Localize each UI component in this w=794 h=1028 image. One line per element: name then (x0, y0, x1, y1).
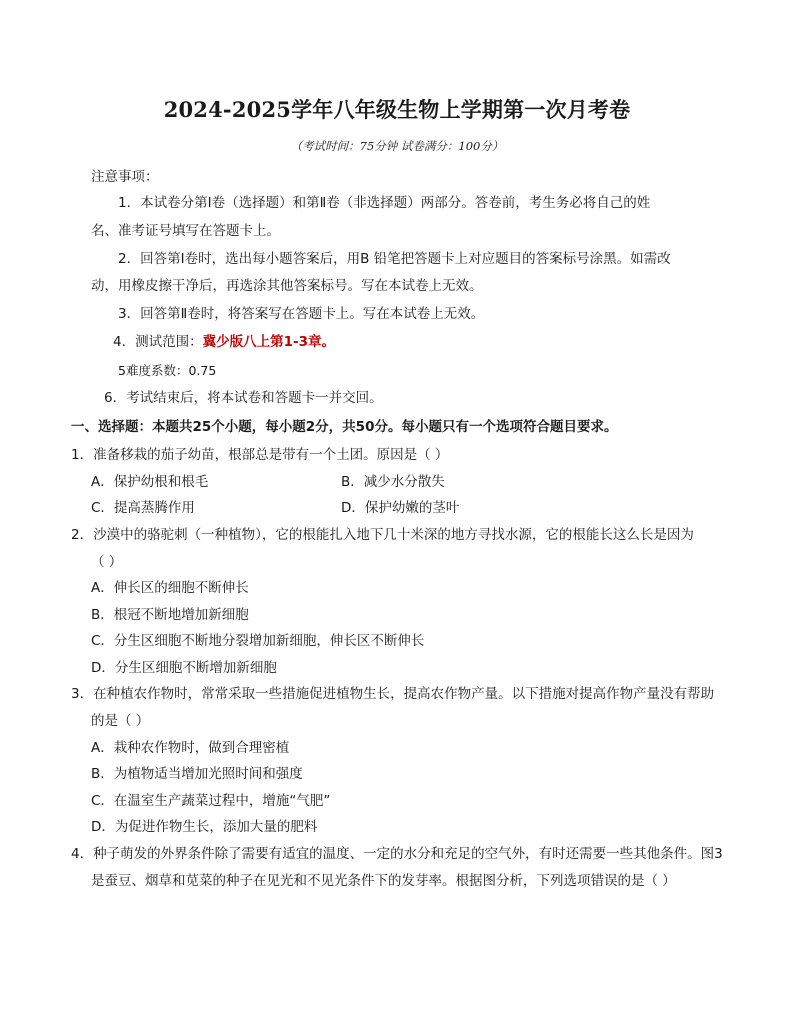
question-1-option-a[interactable]: A．保护幼根和根毛 (91, 474, 209, 490)
note-item-2-line-1: 2．回答第Ⅰ卷时，选出每小题答案后，用B 铅笔把答题卡上对应题目的答案标号涂黑。如需改 (118, 251, 671, 267)
question-2-option-a[interactable]: A．伸长区的细胞不断伸长 (91, 580, 249, 596)
note-item-6: 6．考试结束后，将本试卷和答题卡一并交回。 (104, 390, 383, 406)
notes-heading: 注意事项： (91, 169, 159, 185)
question-1-option-d[interactable]: D．保护幼嫩的茎叶 (341, 500, 460, 516)
page-title: 2024-2025学年八年级生物上学期第一次月考卷 (163, 97, 631, 122)
note-item-1-line-2: 名、准考证号填写在答题卡上。 (91, 223, 280, 239)
question-1-stem: 1．准备移栽的茄子幼苗，根部总是带有一个土团。原因是（ ） (71, 447, 449, 463)
note-item-1-line-1: 1．本试卷分第Ⅰ卷（选择题）和第Ⅱ卷（非选择题）两部分。答卷前，考生务必将自己的姓 (118, 195, 651, 211)
question-3-option-a[interactable]: A．栽种农作物时，做到合理密植 (91, 740, 290, 756)
question-1-option-c[interactable]: C．提高蒸腾作用 (91, 500, 195, 516)
question-2-option-b[interactable]: B．根冠不断地增加新细胞 (91, 607, 249, 623)
note-item-2-line-2: 动，用橡皮擦干净后，再选涂其他答案标号。写在本试卷上无效。 (91, 278, 483, 294)
note-item-4 (113, 333, 335, 351)
question-4-stem-line-2: 是蚕豆、烟草和苋菜的种子在见光和不见光条件下的发芽率。根据图分析，下列选项错误的是（ ） (91, 873, 676, 889)
exam-time-info: （考试时间：75分钟 试卷满分：100分） (290, 139, 504, 153)
question-4-stem-line-1: 4．种子萌发的外界条件除了需要有适宜的温度、一定的水分和充足的空气外，有时还需要一些其他条件。图3 (71, 846, 723, 862)
question-1-option-b[interactable]: B．减少水分散失 (341, 474, 445, 490)
question-2-option-d[interactable]: D．分生区细胞不断增加新细胞 (91, 660, 277, 676)
question-3-stem-line-1: 3．在种植农作物时，常常采取一些措施促进植物生长，提高农作物产量。以下措施对提高作物产量没有帮助 (71, 686, 715, 702)
note-item-3: 3．回答第Ⅱ卷时，将答案写在答题卡上。写在本试卷上无效。 (118, 306, 485, 322)
question-3-stem-line-2: 的是（ ） (91, 713, 150, 729)
question-2-option-c[interactable]: C．分生区细胞不断地分裂增加新细胞，伸长区不断伸长 (91, 633, 425, 649)
question-2-stem-line-1: 2．沙漠中的骆驼刺（一种植物），它的根能扎入地下几十米深的地方寻找水源，它的根能长这么长是因为 (71, 527, 694, 543)
question-3-option-c[interactable]: C．在温室生产蔬菜过程中，增施“气肥” (91, 793, 331, 809)
section-1-heading: 一、选择题：本题共25个小题，每小题2分，共50分。每小题只有一个选项符合题目要求。 (71, 419, 618, 435)
question-2-stem-line-2: （ ） (91, 554, 123, 570)
test-scope-label: 4．测试范围： (113, 334, 203, 350)
test-scope-range: 冀少版八上第1-3章。 (202, 334, 335, 350)
note-item-5: 5难度系数：0.75 (118, 363, 217, 378)
question-3-option-d[interactable]: D．为促进作物生长，添加大量的肥料 (91, 819, 318, 835)
question-3-option-b[interactable]: B．为植物适当增加光照时间和强度 (91, 766, 303, 782)
